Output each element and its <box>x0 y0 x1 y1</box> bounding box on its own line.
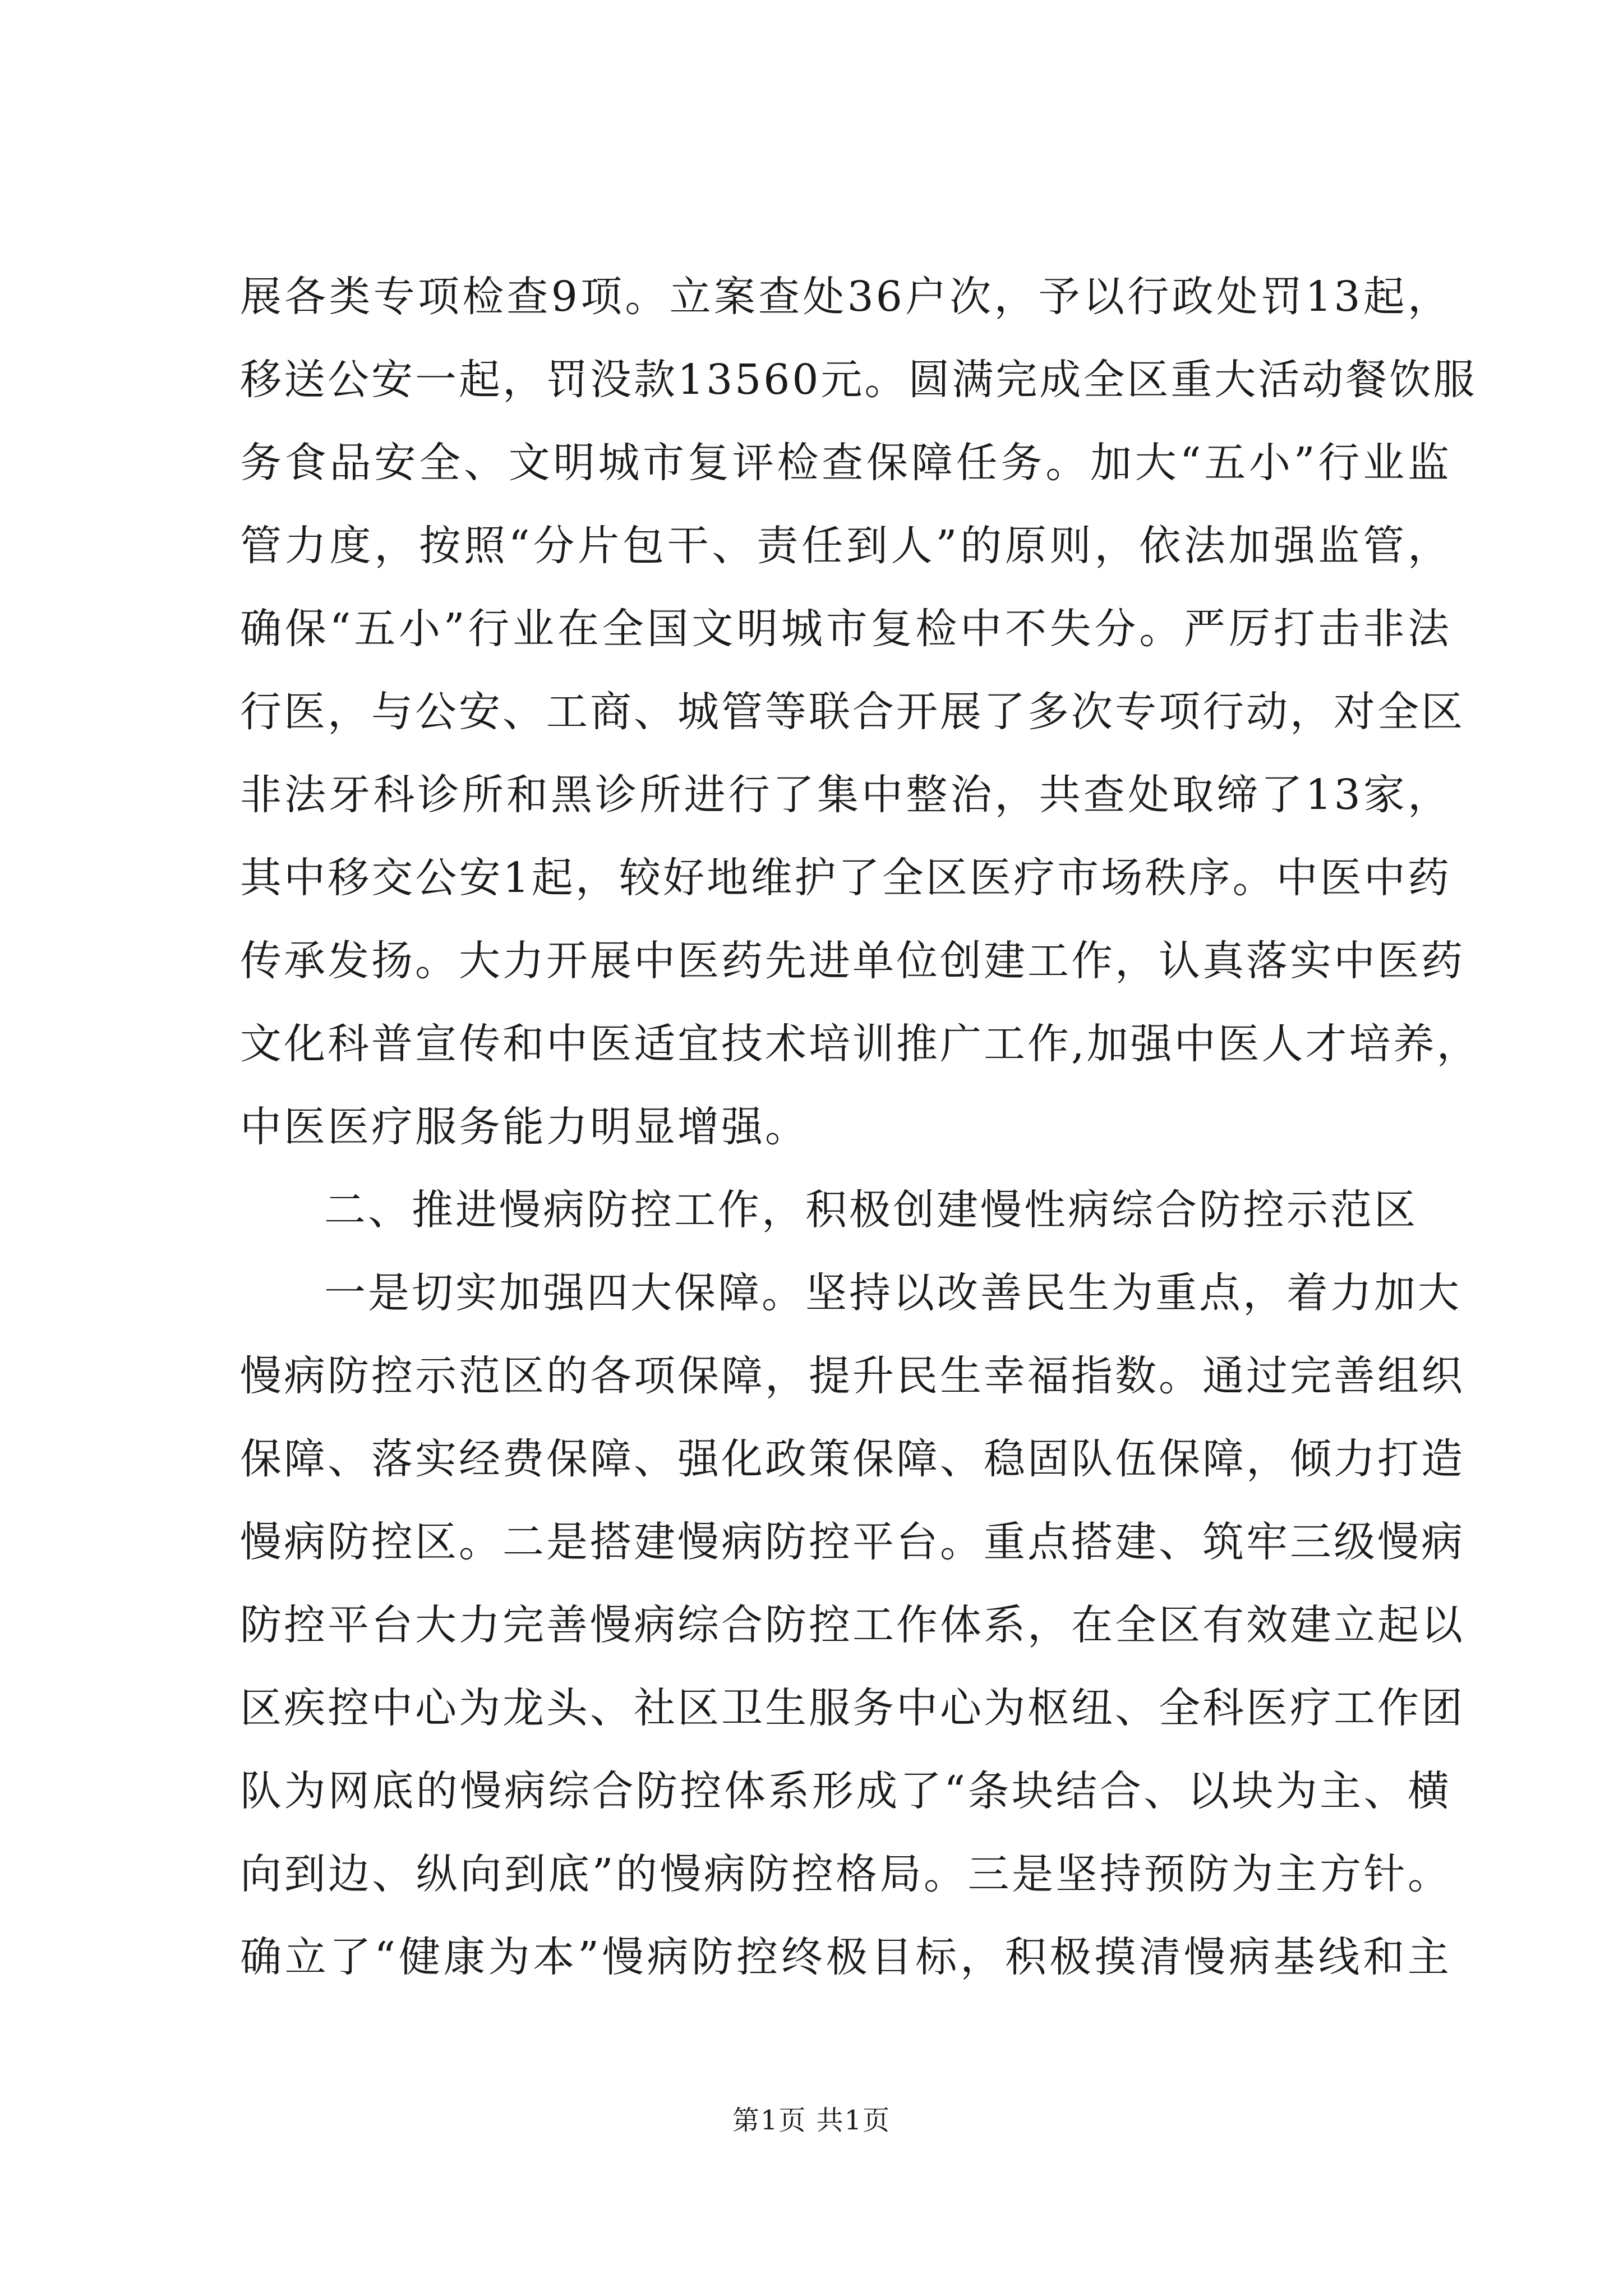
text-line-1: 展各类专项检查9项。立案查处36户次，予以行政处罚13起， <box>240 273 1451 321</box>
text-line-15: 保障、落实经费保障、强化政策保障、稳固队伍保障，倾力打造 <box>240 1435 1465 1483</box>
text-line-19: 队为网底的慢病综合防控体系形成了“条块结合、以块为主、横 <box>240 1767 1451 1815</box>
text-line-5: 确保“五小”行业在全国文明城市复检中不失分。严厉打击非法 <box>240 605 1451 653</box>
text-line-11: 中医医疗服务能力明显增强。 <box>240 1103 809 1151</box>
text-line-6: 行医，与公安、工商、城管等联合开展了多次专项行动，对全区 <box>240 688 1465 736</box>
page-number-footer: 第1页 共1页 <box>732 2105 891 2136</box>
text-line-13: 一是切实加强四大保障。坚持以改善民生为重点，着力加大 <box>324 1269 1461 1317</box>
text-line-18: 区疾控中心为龙头、社区卫生服务中心为枢纽、全科医疗工作团 <box>240 1684 1465 1732</box>
section-heading: 二、推进慢病防控工作，积极创建慢性病综合防控示范区 <box>324 1186 1418 1234</box>
text-line-17: 防控平台大力完善慢病综合防控工作体系，在全区有效建立起以 <box>240 1601 1465 1649</box>
text-line-16: 慢病防控区。二是搭建慢病防控平台。重点搭建、筑牢三级慢病 <box>240 1518 1465 1566</box>
text-line-2: 移送公安一起，罚没款13560元。圆满完成全区重大活动餐饮服 <box>240 356 1477 404</box>
text-line-9: 传承发扬。大力开展中医药先进单位创建工作，认真落实中医药 <box>240 937 1465 985</box>
text-line-4: 管力度，按照“分片包干、责任到人”的原则，依法加强监管， <box>240 522 1451 570</box>
text-line-3: 务食品安全、文明城市复评检查保障任务。加大“五小”行业监 <box>240 439 1451 487</box>
text-line-10: 文化科普宣传和中医适宜技术培训推广工作,加强中医人才培养， <box>240 1020 1481 1068</box>
text-line-14: 慢病防控示范区的各项保障，提升民生幸福指数。通过完善组织 <box>240 1352 1465 1400</box>
document-body <box>240 255 1481 1999</box>
text-line-20: 向到边、纵向到底”的慢病防控格局。三是坚持预防为主方针。 <box>240 1850 1451 1898</box>
text-line-8: 其中移交公安1起，较好地维护了全区医疗市场秩序。中医中药 <box>240 854 1451 902</box>
text-line-7: 非法牙科诊所和黑诊所进行了集中整治，共查处取缔了13家， <box>240 771 1451 819</box>
text-line-21: 确立了“健康为本”慢病防控终极目标，积极摸清慢病基线和主 <box>240 1933 1451 1981</box>
